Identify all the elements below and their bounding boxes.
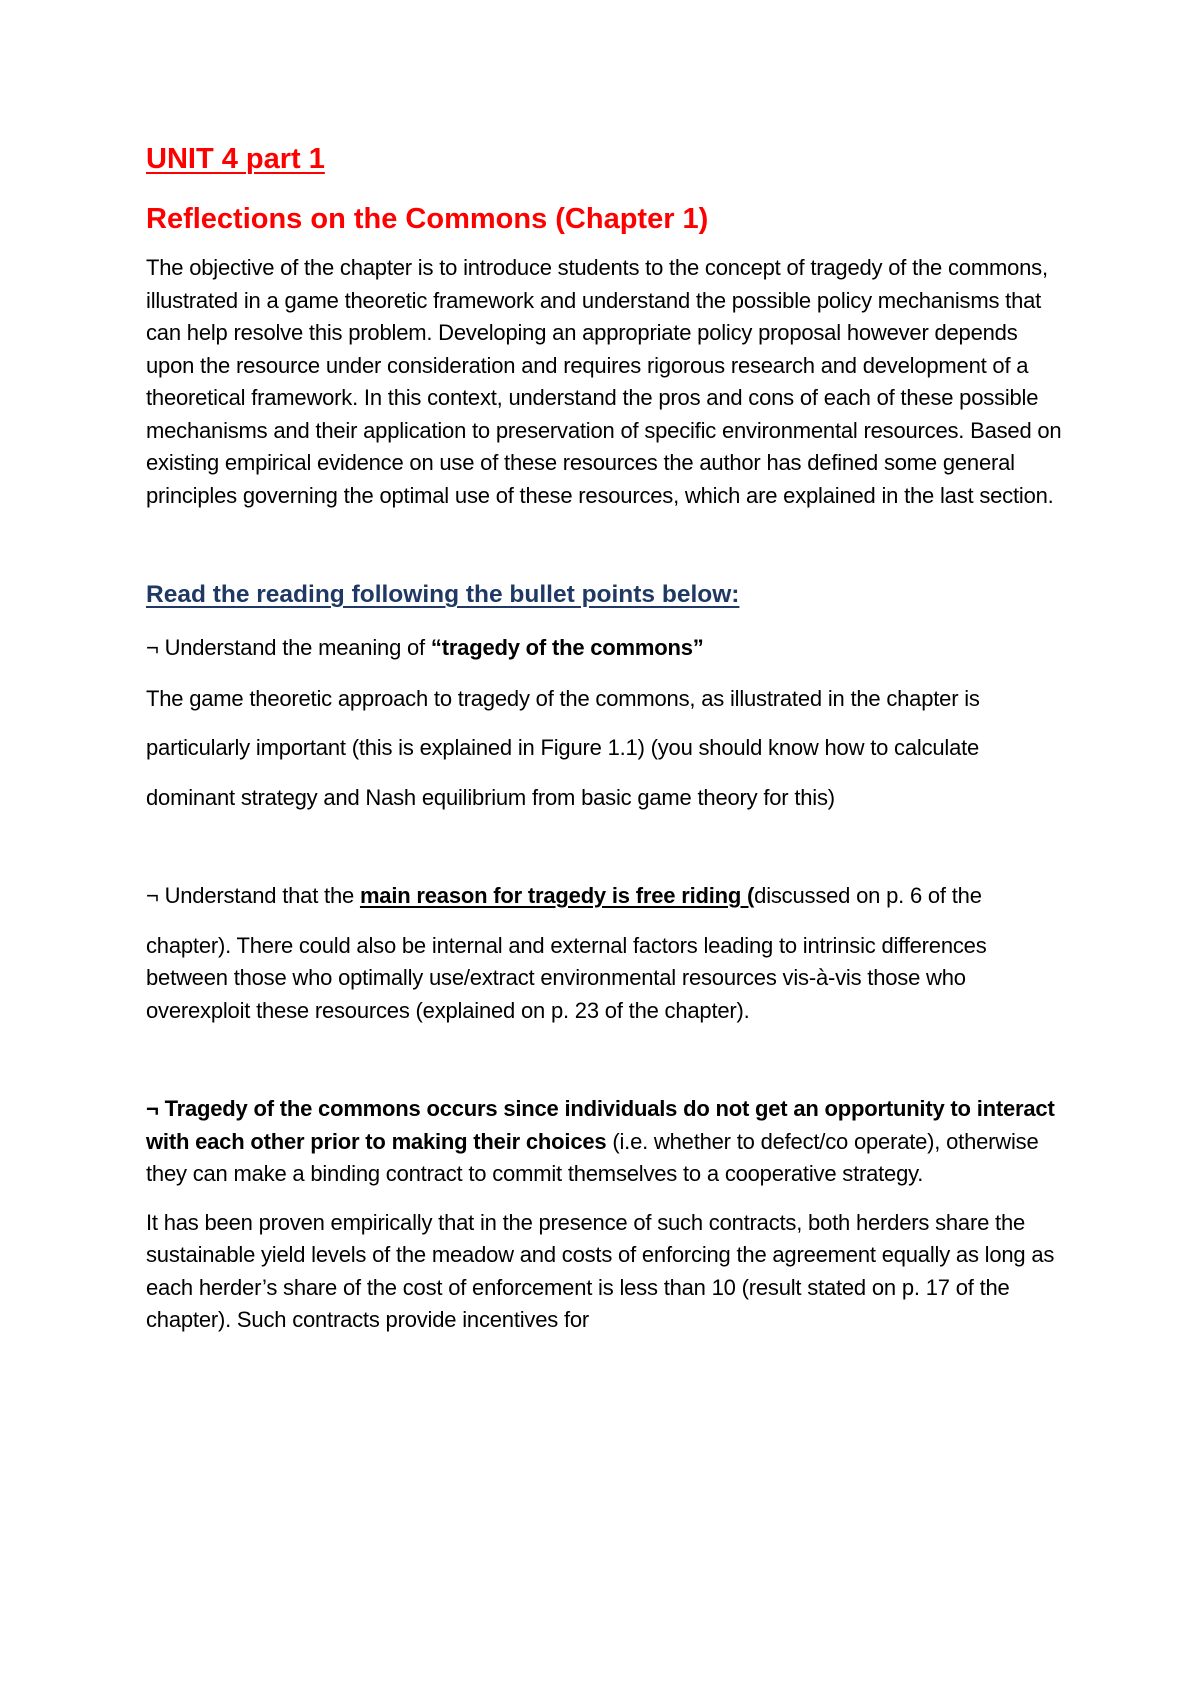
- game-theory-paragraph-1: The game theoretic approach to tragedy of the commons, as illustrated in the chapter is: [146, 685, 980, 711]
- empirical-proof-paragraph: It has been proven empirically that in the presence of such contracts, both herders share the sustainable yield levels of the meadow and costs of enforcing the agreement equally as long as each herder’s share of the cost of enforcement is less than 10 (result stated on p. 17 of the chapter). Such contracts provide incentives for: [146, 1209, 1055, 1332]
- bullet-marker: ¬: [146, 883, 159, 908]
- bullet-text: Understand the meaning of: [158, 635, 431, 660]
- unit-title: UNIT 4 part 1: [146, 143, 325, 175]
- chapter-title: Reflections on the Commons (Chapter 1): [146, 203, 709, 235]
- bullet-tragedy-occurs: [146, 1093, 1066, 1191]
- game-theory-paragraph-3: dominant strategy and Nash equilibrium from basic game theory for this): [146, 784, 835, 810]
- bullet-marker: ¬: [146, 1096, 159, 1121]
- bullet-tail-text: (i.e. whether to defect/co operate), otherwise they can make a binding contract to commit themselves to a cooperative strategy.: [146, 1128, 1039, 1186]
- bullet-tragedy-meaning: [146, 632, 1066, 665]
- bullet-marker: ¬: [146, 635, 159, 660]
- chapter-factors-paragraph: chapter). There could also be internal and external factors leading to intrinsic differences between those who optimally use/extract environmental resources vis-à-vis those who overexploit these resources (explained on p. 23 of the chapter).: [146, 932, 987, 1023]
- intro-paragraph: The objective of the chapter is to introduce students to the concept of tragedy of the commons, illustrated in a game theoretic framework and understand the possible policy mechanisms that can help resolve this problem. Developing an appropriate policy proposal however depends upon the resource under consideration and requires rigorous research and development of a theoretical framework. In this context, understand the pros and cons of each of these possible mechanisms and their application to preservation of specific environmental resources. Based on existing empirical evidence on use of these resources the author has defined some general principles governing the optimal use of these resources, which are explained in the last section.: [146, 255, 1062, 508]
- document-page: [146, 140, 1066, 1337]
- bullet-bold-text: Tragedy of the commons occurs since individuals do not get an opportunity to interact with each other prior to making their choices: [146, 1096, 1055, 1154]
- bullet-bold-text: “tragedy of the commons”: [430, 635, 704, 660]
- bullet-free-riding: [146, 880, 1066, 913]
- game-theory-paragraph-2: particularly important (this is explained in Figure 1.1) (you should know how to calculate: [146, 735, 980, 760]
- reading-heading: Read the reading following the bullet points below:: [146, 581, 740, 608]
- bullet-tail-text: discussed on p. 6 of the: [754, 883, 982, 908]
- bullet-text: Understand that the: [158, 883, 360, 908]
- bullet-bold-underlined-text: main reason for tragedy is free riding (: [359, 883, 755, 908]
